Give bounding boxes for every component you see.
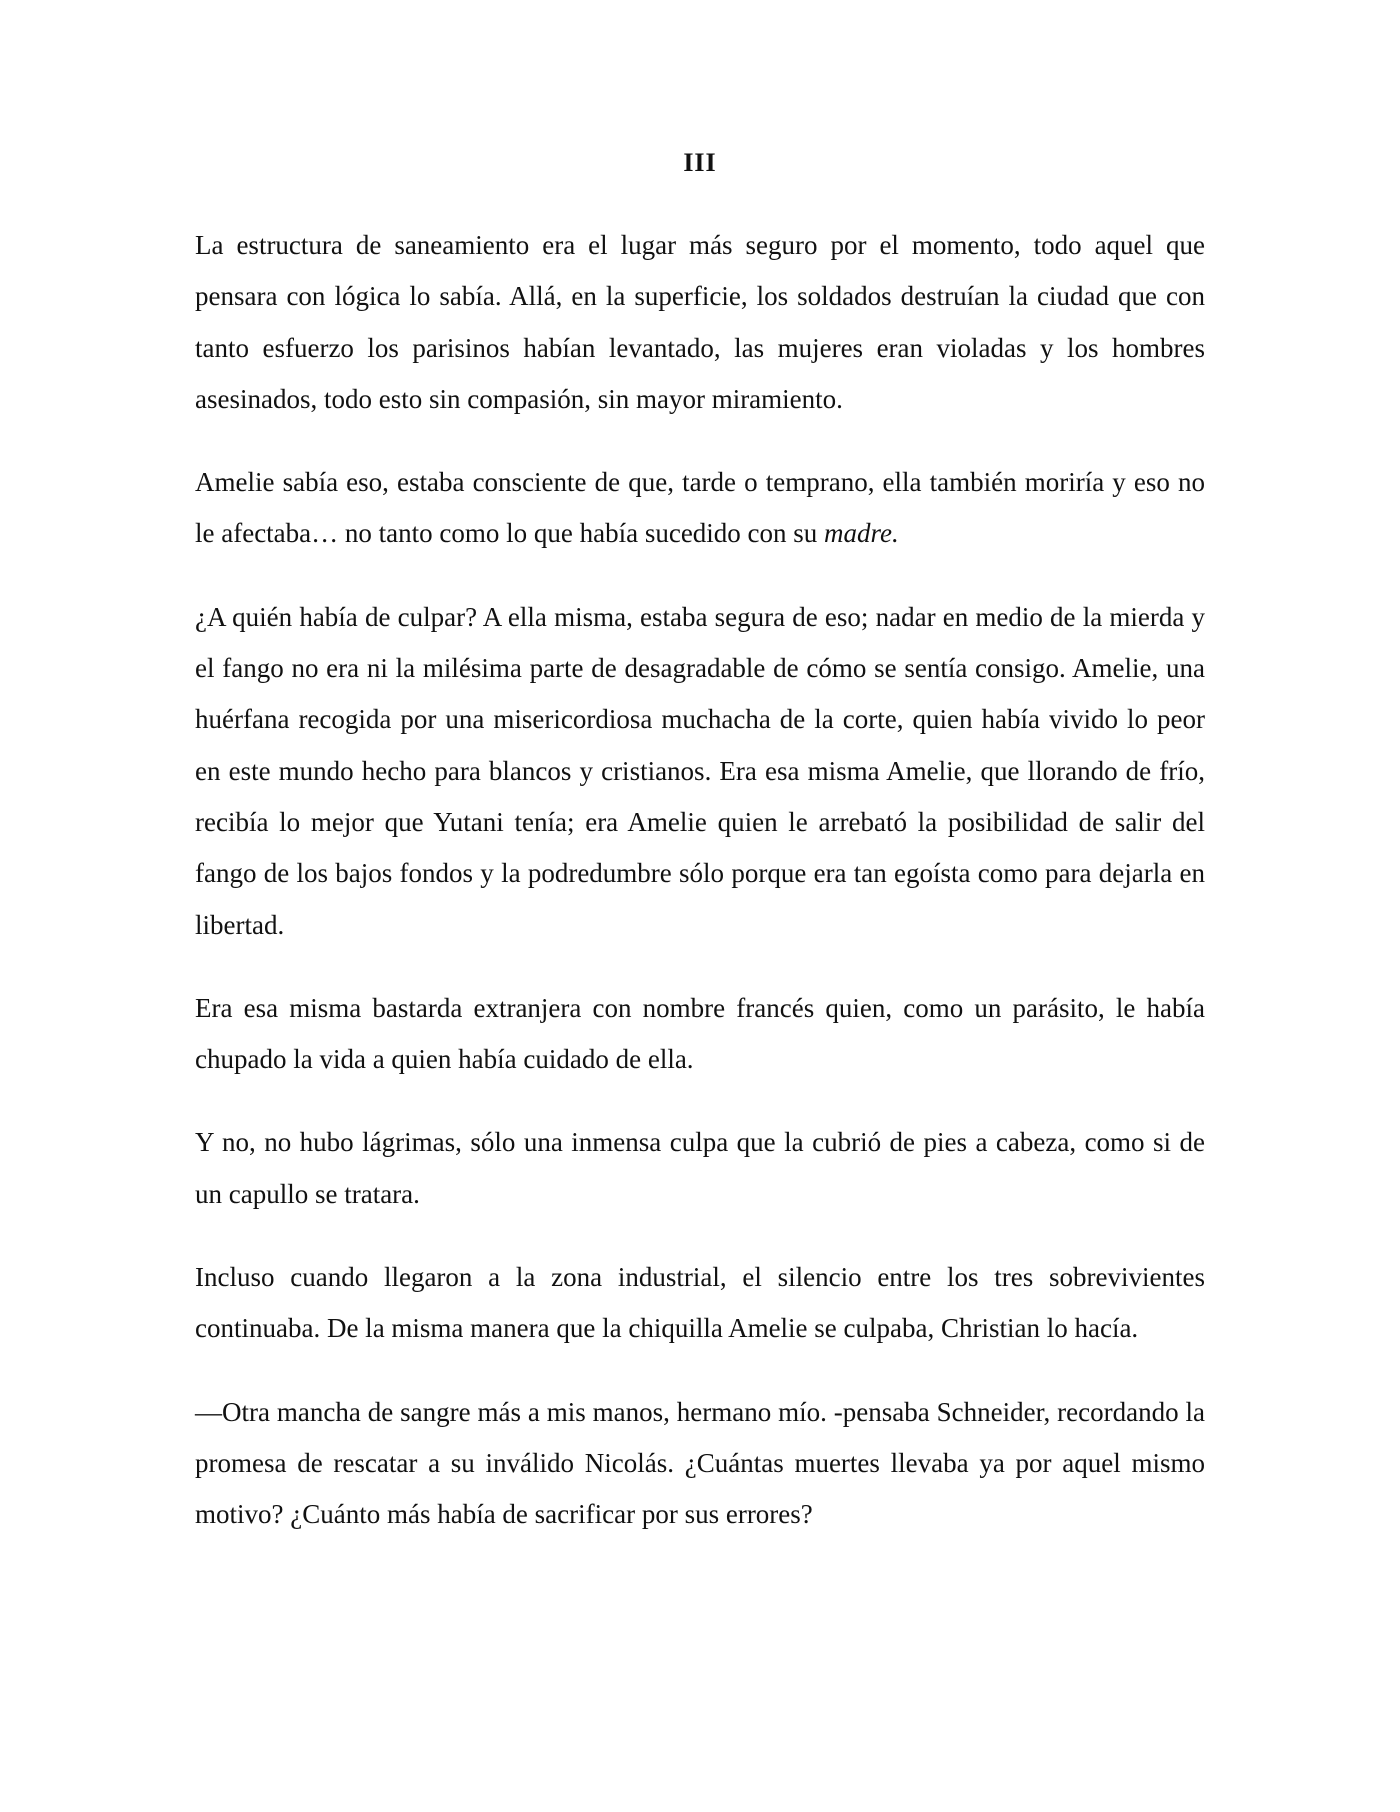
paragraph-2-text: Amelie sabía eso, estaba consciente de que, tarde o temprano, ella también moriría y eso no le afectaba… no tanto como lo que había sucedido con su [195,467,1205,549]
paragraph-4: Era esa misma bastarda extranjera con nombre francés quien, como un parásito, le había chupado la vida a quien había cuidado de ella. [195,992,1205,1075]
paragraph-5: Y no, no hubo lágrimas, sólo una inmensa culpa que la cubrió de pies a cabeza, como si de un capullo se tratara. [195,1127,1205,1209]
paragraph-3: ¿A quién había de culpar? A ella misma, estaba segura de eso; nadar en medio de la mierda y el fango no era ni la milésima parte de desagradable de cómo se sentía consigo. Amelie, una huérfana recogida por una misericordiosa muchacha de la corte, quien había vivido lo peor en este mundo hecho para blancos y cristianos. Era esa misma Amelie, que llorando de frío, recibía lo mejor que Yutani tenía; era Amelie quien le arrebató la posibilidad de salir del fango de los bajos fondos y la podredumbre sólo porque era tan egoísta como para dejarla en libertad. [195,601,1205,940]
paragraph-7: —Otra mancha de sangre más a mis manos, hermano mío. -pensaba Schneider, recordando la promesa de rescatar a su inválido Nicolás. ¿Cuántas muertes llevaba ya por aquel mismo motivo? ¿Cuánto más había de sacrificar por sus errores? [195,1396,1205,1530]
document-page [195,150,1205,1573]
paragraph-2 [195,457,1205,560]
paragraph-2-emphasis: madre. [824,518,899,549]
chapter-title: III [683,148,717,177]
paragraph-6: Incluso cuando llegaron a la zona industrial, el silencio entre los tres sobrevivientes continuaba. De la misma manera que la chiquilla Amelie se culpaba, Christian lo hacía. [195,1262,1205,1344]
paragraph-1: La estructura de saneamiento era el lugar más seguro por el momento, todo aquel que pensara con lógica lo sabía. Allá, en la superficie, los soldados destruían la ciudad que con tanto esfuerzo los parisinos habían levantado, las mujeres eran violadas y los hombres asesinados, todo esto sin compasión, sin mayor miramiento. [195,230,1205,414]
